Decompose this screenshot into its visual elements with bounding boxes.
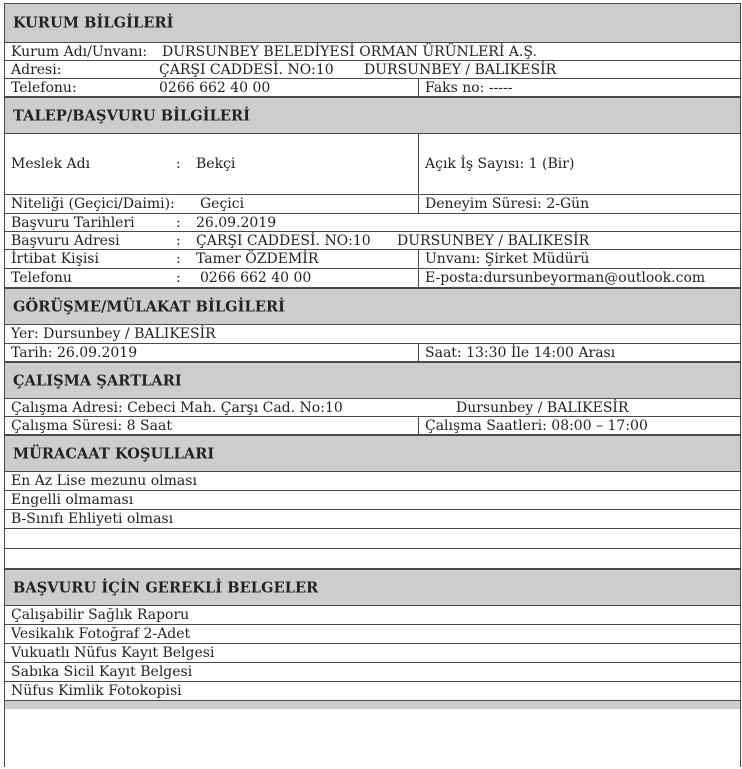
calisma-adres: Çalışma Adresi: Cebeci Mah. Çarşı Cad. No:10	[11, 399, 343, 416]
nitelik-label: Niteliği (Geçici/Daimi):	[11, 196, 175, 212]
section-title: TALEP/BAŞVURU BİLGİLERİ	[13, 107, 251, 124]
row-calisma-adres	[4, 399, 741, 417]
list-item	[4, 491, 741, 510]
row-meslek	[4, 134, 741, 195]
row-kurum-tel	[4, 79, 741, 97]
meslek-value: Bekçi	[196, 156, 236, 172]
basvuru-tarih-value: 26.09.2019	[196, 214, 277, 231]
basvuru-tarih-colon: :	[176, 214, 181, 231]
gorusme-yer: Yer: Dursunbey / BALIKESİR	[11, 326, 216, 342]
list-item-empty	[4, 549, 741, 569]
irtibat-value: Tamer ÖZDEMİR	[196, 251, 319, 267]
belge-item: Nüfus Kimlik Fotokopisi	[11, 683, 182, 699]
kurum-adi-label: Kurum Adı/Unvanı:	[11, 43, 148, 60]
talep-tel-colon: :	[176, 270, 181, 286]
kurum-adres-label: Adresi:	[11, 61, 62, 78]
row-basvuru-adres	[4, 232, 741, 250]
belge-item: Sabıka Sicil Kayıt Belgesi	[11, 664, 193, 680]
belge-item: Vukuatlı Nüfus Kayıt Belgesi	[11, 645, 215, 661]
calisma-adres-city: Dursunbey / BALIKESİR	[456, 399, 629, 416]
section-title: ÇALIŞMA ŞARTLARI	[13, 372, 182, 389]
kurum-adres-value: ÇARŞI CADDESİ. NO:10	[159, 61, 334, 78]
meslek-label: Meslek Adı	[11, 156, 91, 172]
row-gorusme-tarih	[4, 344, 741, 362]
muracaat-item: En Az Lise mezunu olması	[11, 473, 197, 489]
belge-item: Çalışabilir Sağlık Raporu	[11, 607, 190, 623]
meslek-colon: :	[176, 156, 181, 172]
eposta: E-posta:dursunbeyorman@outlook.com	[425, 270, 706, 286]
kurum-tel-value: 0266 662 40 00	[159, 79, 271, 96]
form-document	[4, 3, 741, 709]
calisma-suresi: Çalışma Süresi: 8 Saat	[11, 417, 172, 434]
deneyim-suresi: Deneyim Süresi: 2-Gün	[425, 196, 590, 212]
section-header-talep	[4, 97, 741, 134]
list-item	[4, 472, 741, 491]
row-talep-tel	[4, 269, 741, 288]
list-item	[4, 510, 741, 529]
section-header-gorusme	[4, 288, 741, 325]
section-title: MÜRACAAT KOŞULLARI	[13, 445, 215, 462]
row-kurum-adi	[4, 43, 741, 61]
belge-item: Vesikalık Fotoğraf 2-Adet	[11, 626, 191, 642]
muracaat-item: Engelli olmaması	[11, 492, 134, 508]
section-header-belgeler	[4, 569, 741, 606]
basvuru-tarih-label: Başvuru Tarihleri	[11, 214, 135, 231]
muracaat-item: B-Sınıfı Ehliyeti olması	[11, 511, 174, 527]
basvuru-adres-colon: :	[176, 232, 181, 249]
talep-tel-value: 0266 662 40 00	[200, 270, 312, 286]
basvuru-adres-city: DURSUNBEY / BALIKESİR	[397, 232, 590, 249]
list-item	[4, 682, 741, 701]
row-basvuru-tarih	[4, 214, 741, 232]
section-header-calisma	[4, 362, 741, 399]
nitelik-value: Geçici	[200, 196, 245, 212]
calisma-saatleri: Çalışma Saatleri: 08:00 – 17:00	[425, 417, 648, 434]
section-title: BAŞVURU İÇİN GEREKLİ BELGELER	[13, 579, 319, 596]
row-calisma-sure	[4, 417, 741, 435]
kurum-adi-value: DURSUNBEY BELEDİYESİ ORMAN ÜRÜNLERİ A.Ş.	[162, 43, 537, 60]
section-header-kurum	[4, 3, 741, 43]
list-item	[4, 625, 741, 644]
row-irtibat	[4, 250, 741, 269]
row-nitelik	[4, 195, 741, 214]
footer-band	[4, 701, 741, 709]
section-header-muracaat	[4, 435, 741, 472]
kurum-adres-city: DURSUNBEY / BALIKESİR	[364, 61, 557, 78]
row-yer	[4, 325, 741, 344]
gorusme-tarih: Tarih: 26.09.2019	[11, 344, 138, 361]
kurum-tel-label: Telefonu:	[11, 79, 77, 96]
list-item	[4, 606, 741, 625]
talep-tel-label: Telefonu	[11, 270, 72, 286]
gorusme-saat: Saat: 13:30 İle 14:00 Arası	[425, 344, 616, 361]
section-title: KURUM BİLGİLERİ	[13, 14, 174, 32]
kurum-faks: Faks no: -----	[425, 79, 513, 96]
acik-is-sayisi: Açık İş Sayısı: 1 (Bir)	[425, 156, 575, 172]
section-title: GÖRÜŞME/MÜLAKAT BİLGİLERİ	[13, 298, 286, 315]
list-item-empty	[4, 529, 741, 549]
unvan: Unvanı: Şirket Müdürü	[425, 251, 590, 267]
list-item	[4, 644, 741, 663]
basvuru-adres-value: ÇARŞI CADDESİ. NO:10	[196, 232, 371, 249]
irtibat-label: İrtibat Kişisi	[11, 251, 99, 267]
list-item	[4, 663, 741, 682]
row-kurum-adres	[4, 61, 741, 79]
basvuru-adres-label: Başvuru Adresi	[11, 232, 120, 249]
irtibat-colon: :	[176, 251, 181, 267]
